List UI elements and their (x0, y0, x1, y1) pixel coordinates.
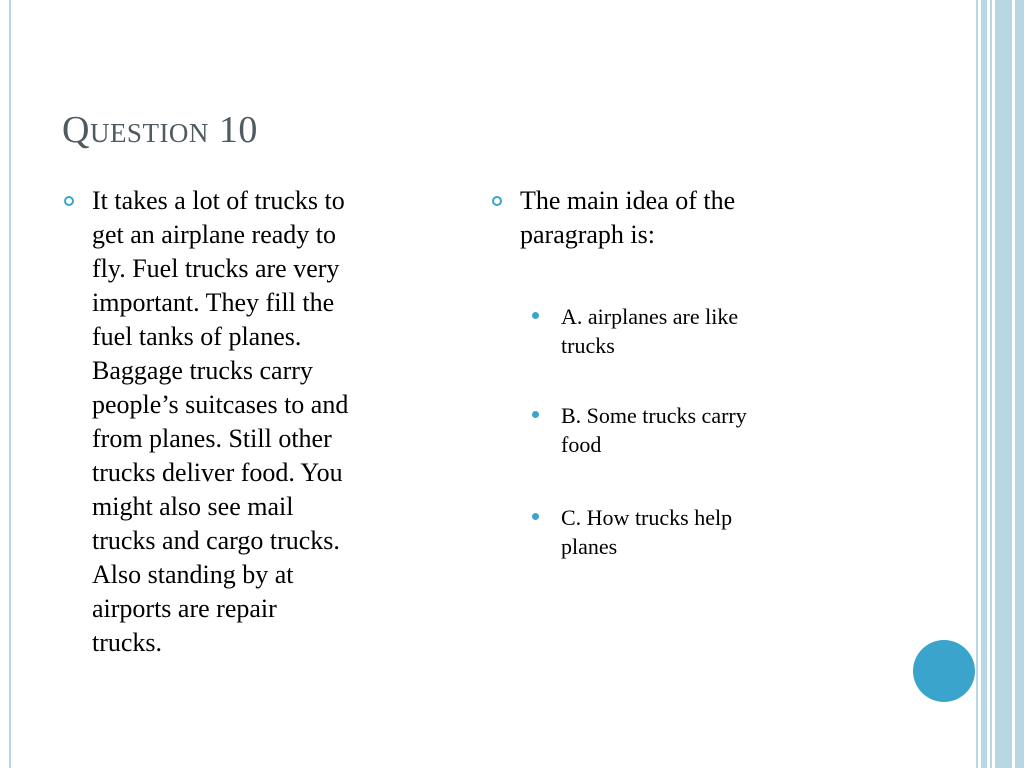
right-stripe (990, 0, 992, 768)
right-stripe (1015, 0, 1024, 768)
right-stripe (995, 0, 1012, 768)
passage-line: get an airplane ready to (92, 220, 336, 249)
passage-line: trucks. (92, 628, 163, 657)
passage-line: important. They fill the (92, 288, 335, 317)
dot-bullet-icon (532, 312, 539, 319)
passage-line: Baggage trucks carry (92, 356, 313, 385)
passage-line: fuel tanks of planes. (92, 322, 302, 351)
answer-option-label (561, 401, 851, 459)
passage-line: fly. Fuel trucks are very (92, 254, 340, 283)
passage-line: from planes. Still other (92, 424, 332, 453)
option-line: trucks (561, 333, 615, 358)
dot-bullet-icon (532, 513, 539, 520)
option-line: B. Some trucks carry (561, 403, 747, 428)
circle-decoration-icon (913, 640, 975, 702)
prompt-line: paragraph is: (520, 220, 656, 249)
passage-line: It takes a lot of trucks to (92, 186, 345, 215)
slide-title: Question 10 (62, 109, 258, 151)
answer-option-label (561, 302, 851, 360)
passage-line: Also standing by at (92, 560, 294, 589)
left-border-rule (9, 0, 11, 768)
answer-option-label (561, 503, 851, 561)
option-line: A. airplanes are like (561, 304, 739, 329)
dot-bullet-icon (532, 411, 539, 418)
ring-bullet-icon (64, 196, 74, 206)
passage-line: might also see mail (92, 492, 294, 521)
passage-line: trucks deliver food. You (92, 458, 343, 487)
prompt-line: The main idea of the (520, 186, 736, 215)
passage-line: trucks and cargo trucks. (92, 526, 340, 555)
ring-bullet-icon (492, 196, 502, 206)
option-line: food (561, 432, 602, 457)
option-line: planes (561, 534, 618, 559)
right-stripe (981, 0, 987, 768)
passage-line: airports are repair (92, 594, 277, 623)
passage-text (92, 184, 464, 660)
passage-line: people’s suitcases to and (92, 390, 349, 419)
option-line: C. How trucks help (561, 505, 733, 530)
question-prompt (520, 184, 850, 252)
right-stripe (976, 0, 978, 768)
